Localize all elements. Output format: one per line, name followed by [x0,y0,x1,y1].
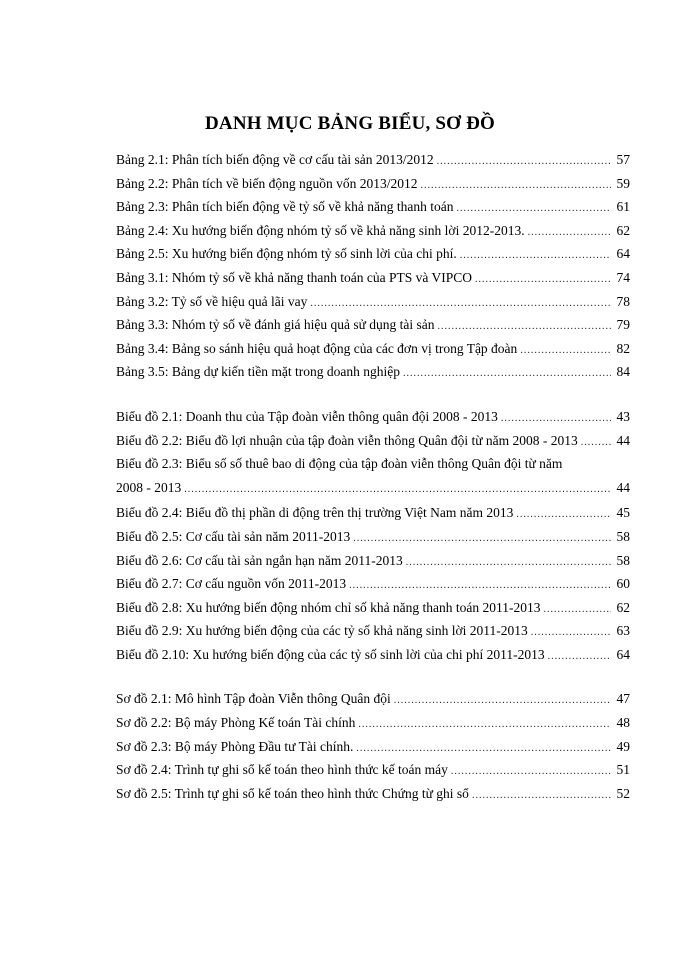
toc-entry[interactable] [116,711,630,735]
entry-label: Sơ đồ 2.1: Mô hình Tập đoàn Viễn thông Quân đội [116,691,391,707]
page-number: 74 [616,269,630,285]
page-number: 51 [616,762,630,778]
entry-label: Biểu đồ 2.7: Cơ cấu nguồn vốn 2011-2013 [116,576,347,592]
toc-entry[interactable] [116,687,630,711]
toc-entry[interactable] [116,172,630,196]
entry-label: Sơ đồ 2.3: Bộ máy Phòng Đầu tư Tài chính. [116,738,354,754]
page-title: DANH MỤC BẢNG BIỂU, SƠ ĐỒ [204,113,496,134]
page-number: 64 [616,646,630,662]
toc-entry[interactable] [116,782,630,806]
dot-leader [356,737,611,761]
dot-leader [438,315,611,339]
toc-entry[interactable] [116,735,630,759]
dot-leader [472,784,611,808]
entry-label: Bảng 2.3: Phân tích biến động về tỷ số về khả năng thanh toán [116,199,454,215]
page-number: 47 [616,691,630,707]
page-number: 59 [616,175,630,191]
dot-leader [403,362,611,386]
page-number: 84 [616,364,630,380]
page-number: 48 [616,715,630,731]
table-of-figures [116,148,630,805]
toc-entry[interactable] [116,337,630,361]
page-number: 61 [616,199,630,215]
toc-entry[interactable] [116,242,630,266]
page-number: 44 [616,432,630,448]
entry-label: Biểu đồ 2.1: Doanh thu của Tập đoàn viễn thông quân đội 2008 - 2013 [116,408,498,424]
entry-label: Bảng 2.5: Xu hướng biến động nhóm tỷ số sinh lời của chi phí. [116,246,457,262]
page-number: 64 [616,246,630,262]
entry-label: Biểu đồ 2.10: Xu hướng biến động của các tỷ số sinh lời của chi phí 2011-2013 [116,646,545,662]
charts-section [116,405,630,667]
dot-leader [460,244,611,268]
entry-label: Biểu đồ 2.5: Cơ cấu tài sản năm 2011-2013 [116,528,351,544]
entry-label: Biểu đồ 2.6: Cơ cấu tài sản ngắn hạn năm 2011-2013 [116,552,403,568]
diagrams-section [116,687,630,805]
dot-leader [184,478,611,502]
dot-leader [437,150,611,174]
toc-entry[interactable] [116,758,630,782]
dot-leader [420,174,611,198]
entry-label: Bảng 3.1: Nhóm tỷ số về khả năng thanh toán của PTS và VIPCO [116,269,472,285]
tables-section [116,148,630,384]
dot-leader [528,221,611,245]
page-number: 58 [616,552,630,568]
page-number: 60 [616,576,630,592]
dot-leader [394,689,611,713]
dot-leader [456,197,611,221]
dot-leader [501,407,611,431]
toc-entry[interactable] [116,525,630,549]
entry-label: Sơ đồ 2.5: Trình tự ghi sổ kế toán theo hình thức Chứng từ ghi sổ [116,785,469,801]
entry-label: Biểu đồ 2.8: Xu hướng biến động nhóm chỉ số khả năng thanh toán 2011-2013 [116,599,541,615]
dot-leader [353,527,611,551]
entry-label: Bảng 2.2: Phân tích về biến động nguồn vốn 2013/2012 [116,175,418,191]
toc-entry[interactable] [116,572,630,596]
toc-entry[interactable] [116,148,630,172]
toc-entry[interactable] [116,619,630,643]
dot-leader [581,431,611,455]
page-number: 62 [616,222,630,238]
dot-leader [520,339,611,363]
entry-label: Biểu đồ 2.4: Biểu đồ thị phần di động trên thị trường Việt Nam năm 2013 [116,505,514,521]
dot-leader [451,760,611,784]
entry-label: Sơ đồ 2.4: Trình tự ghi sổ kế toán theo hình thức kế toán máy [116,762,448,778]
page-number: 82 [616,340,630,356]
entry-label: Bảng 3.3: Nhóm tỷ số về đánh giá hiệu quả sử dụng tài sản [116,317,435,333]
dot-leader [310,292,611,316]
dot-leader [349,574,611,598]
dot-leader [544,598,611,622]
entry-continuation [116,476,630,502]
entry-label: Biểu đồ 2.9: Xu hướng biến động của các tỷ số khả năng sinh lời 2011-2013 [116,623,528,639]
entry-label: Bảng 2.1: Phân tích biến động về cơ cấu tài sản 2013/2012 [116,152,434,167]
dot-leader [406,551,611,575]
toc-entry[interactable] [116,290,630,314]
page-number: 49 [616,738,630,754]
toc-entry[interactable] [116,429,630,453]
entry-label: Bảng 3.4: Bảng so sánh hiệu quả hoạt động của các đơn vị trong Tập đoàn [116,340,518,356]
entry-label: Sơ đồ 2.2: Bộ máy Phòng Kế toán Tài chính [116,715,356,731]
section-spacer [116,384,630,405]
page-number: 78 [616,293,630,309]
toc-entry[interactable] [116,360,630,384]
dot-leader [358,713,611,737]
toc-entry[interactable] [116,596,630,620]
dot-leader [548,645,611,669]
page-number: 57 [616,152,630,167]
toc-entry[interactable] [116,195,630,219]
dot-leader [475,268,611,292]
page-number: 52 [616,785,630,801]
dot-leader [531,621,611,645]
toc-entry[interactable] [116,549,630,573]
toc-entry[interactable] [116,501,630,525]
toc-entry[interactable] [116,405,630,429]
entry-label: Bảng 3.5: Bảng dự kiến tiền mặt trong doanh nghiệp [116,364,401,380]
toc-entry[interactable] [116,643,630,667]
page-number: 45 [616,505,630,521]
entry-label-cont: 2008 - 2013 [116,479,182,495]
page-number: 63 [616,623,630,639]
toc-entry[interactable] [116,219,630,243]
toc-entry[interactable] [116,452,630,501]
page-number: 43 [616,408,630,424]
toc-entry[interactable] [116,266,630,290]
page-number: 62 [616,599,630,615]
entry-label: Bảng 2.4: Xu hướng biến động nhóm tỷ số về khả năng sinh lời 2012-2013. [116,222,525,238]
entry-label: Biểu đồ 2.2: Biểu đồ lợi nhuận của tập đoàn viễn thông Quân đội từ năm 2008 - 2013 [116,432,578,448]
page-number: 79 [616,317,630,333]
section-spacer [116,666,630,687]
entry-label: Biểu đồ 2.3: Biểu số số thuê bao di động của tập đoàn viễn thông Quân đội từ năm [116,456,563,472]
toc-entry[interactable] [116,313,630,337]
entry-label: Bảng 3.2: Tỷ số về hiệu quả lãi vay [116,293,308,309]
dot-leader [516,503,611,527]
page-number: 44 [616,479,630,495]
page-number: 58 [616,528,630,544]
